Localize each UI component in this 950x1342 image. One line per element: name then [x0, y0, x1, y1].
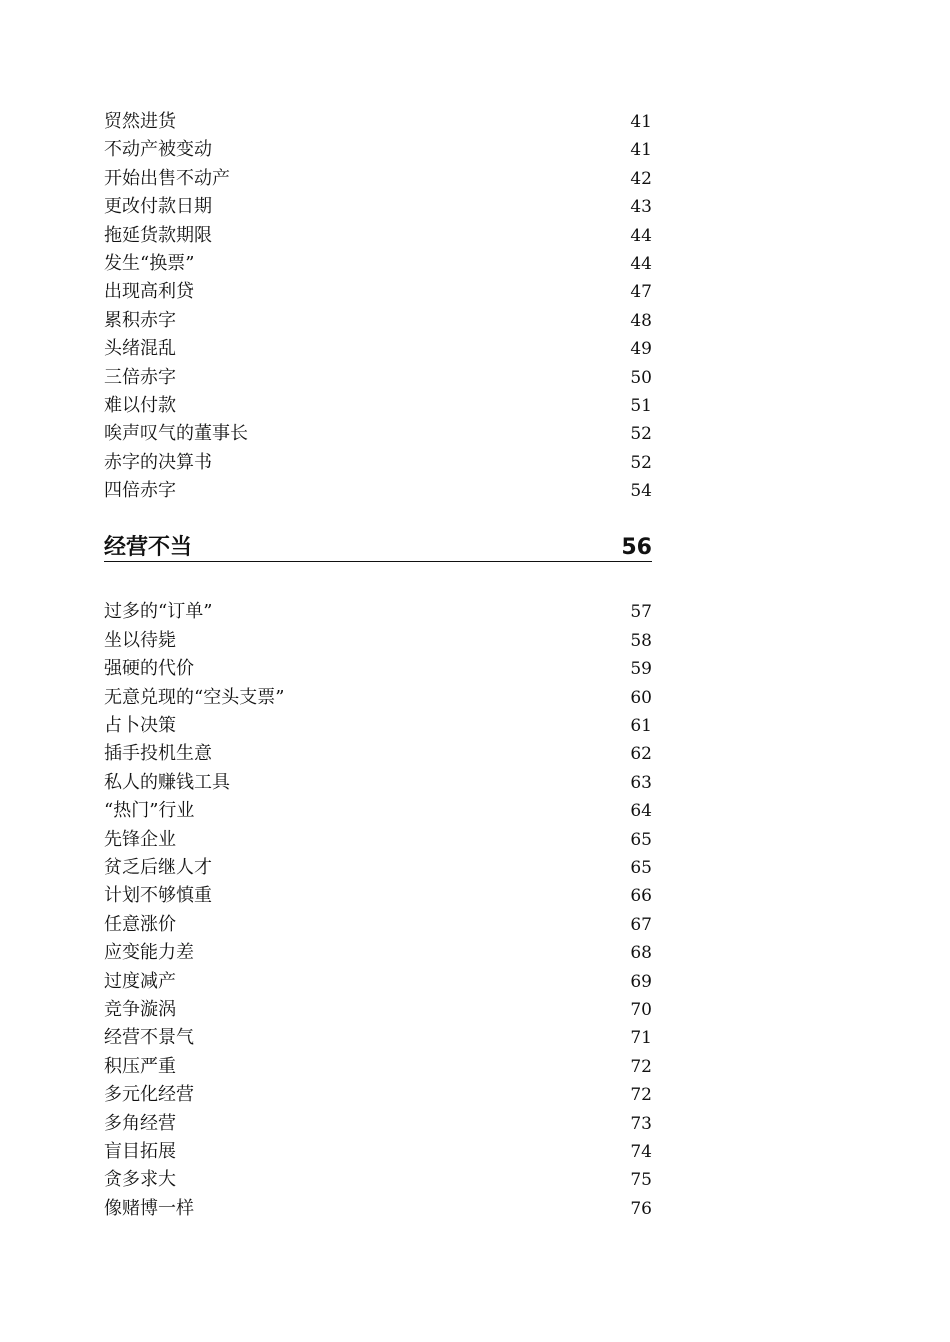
toc-entry[interactable]	[104, 968, 652, 996]
toc-entry-title: 出现高利贷	[104, 281, 194, 303]
toc-entry-title: 竞争漩涡	[104, 998, 176, 1020]
toc-entry-page: 51	[630, 395, 652, 416]
toc-entry-page: 52	[630, 424, 652, 445]
toc-entry-page: 43	[630, 197, 652, 218]
toc-entry-page: 66	[630, 886, 652, 907]
toc-entry[interactable]	[104, 477, 652, 505]
toc-entry-title: 贪多求大	[104, 1169, 176, 1191]
toc-entry-title: “热门”行业	[104, 800, 195, 822]
toc-entry-page: 42	[630, 168, 652, 189]
toc-entry-page: 44	[630, 225, 652, 246]
toc-entry-page: 44	[630, 253, 652, 274]
toc-entry[interactable]	[104, 335, 652, 363]
toc-entry[interactable]	[104, 392, 652, 420]
toc-entry[interactable]	[104, 193, 652, 221]
toc-entry[interactable]	[104, 364, 652, 392]
toc-entry[interactable]	[104, 108, 652, 136]
toc-entry-page: 48	[630, 310, 652, 331]
toc-entry-title: 无意兑现的“空头支票”	[104, 686, 285, 708]
toc-entry-page: 65	[630, 857, 652, 878]
section-title: 经营不当	[104, 535, 193, 561]
toc-entry[interactable]	[104, 684, 652, 712]
toc-entry[interactable]	[104, 1138, 652, 1166]
toc-entry-page: 69	[630, 971, 652, 992]
toc-entry-page: 61	[630, 716, 652, 737]
toc-entry-page: 73	[630, 1113, 652, 1134]
section-heading[interactable]	[104, 529, 652, 562]
toc-entry[interactable]	[104, 1024, 652, 1052]
toc-entry-title: 强硬的代价	[104, 658, 194, 680]
toc-entry[interactable]	[104, 1166, 652, 1194]
toc-entry[interactable]	[104, 598, 652, 626]
toc-entry-page: 57	[630, 602, 652, 623]
toc-entry-title: 多角经营	[104, 1112, 176, 1134]
toc-entry[interactable]	[104, 627, 652, 655]
toc-entry-page: 47	[630, 282, 652, 303]
toc-entry-page: 52	[630, 452, 652, 473]
toc-entry-title: 占卜决策	[104, 715, 176, 737]
toc-entry-title: 过多的“订单”	[104, 601, 213, 623]
toc-entry-title: 头绪混乱	[104, 338, 176, 360]
toc-entry[interactable]	[104, 939, 652, 967]
toc-entry[interactable]	[104, 1195, 652, 1223]
toc-entry[interactable]	[104, 420, 652, 448]
toc-entry-title: 盲目拓展	[104, 1140, 176, 1162]
toc-entry-title: 拖延货款期限	[104, 224, 212, 246]
toc-entry-page: 72	[630, 1056, 652, 1077]
toc-entry-title: 更改付款日期	[104, 196, 212, 218]
toc-entry-title: 计划不够慎重	[104, 885, 212, 907]
toc-entry-page: 75	[630, 1170, 652, 1191]
toc-entry-title: 坐以待毙	[104, 629, 176, 651]
toc-entry-title: 多元化经营	[104, 1084, 194, 1106]
toc-entry-page: 68	[630, 943, 652, 964]
toc-entry-title: 发生“换票”	[104, 252, 195, 274]
toc-entry-page: 71	[630, 1028, 652, 1049]
toc-entry-page: 70	[630, 999, 652, 1020]
toc-entry[interactable]	[104, 449, 652, 477]
toc-entry-title: 赤字的决算书	[104, 451, 212, 473]
toc-entry[interactable]	[104, 307, 652, 335]
toc-entry[interactable]	[104, 996, 652, 1024]
toc-entry-title: 开始出售不动产	[104, 167, 230, 189]
toc-entry-page: 64	[630, 801, 652, 822]
toc-entry-title: 贫乏后继人才	[104, 856, 212, 878]
toc-entry-page: 74	[630, 1141, 652, 1162]
toc-entry-page: 65	[630, 829, 652, 850]
toc-entry-page: 72	[630, 1085, 652, 1106]
toc-group-1	[104, 108, 652, 505]
toc-entry-page: 76	[630, 1198, 652, 1219]
toc-entry-title: 经营不景气	[104, 1027, 194, 1049]
table-of-contents	[104, 108, 652, 1223]
toc-entry-title: 像赌博一样	[104, 1197, 194, 1219]
toc-entry-title: 四倍赤字	[104, 480, 176, 502]
toc-entry-title: 积压严重	[104, 1055, 176, 1077]
toc-entry[interactable]	[104, 769, 652, 797]
toc-entry-title: 不动产被变动	[104, 139, 212, 161]
toc-entry-title: 难以付款	[104, 394, 176, 416]
toc-group-2	[104, 598, 652, 1223]
toc-entry-title: 贸然进货	[104, 111, 176, 132]
toc-entry-page: 41	[630, 140, 652, 161]
toc-entry[interactable]	[104, 222, 652, 250]
toc-entry-title: 先锋企业	[104, 828, 176, 850]
toc-entry[interactable]	[104, 1110, 652, 1138]
toc-entry-title: 累积赤字	[104, 309, 176, 331]
toc-entry[interactable]	[104, 655, 652, 683]
toc-entry-page: 60	[630, 687, 652, 708]
toc-entry-title: 任意涨价	[104, 913, 176, 935]
toc-entry-page: 62	[630, 744, 652, 765]
toc-entry[interactable]	[104, 740, 652, 768]
toc-entry[interactable]	[104, 136, 652, 164]
toc-entry-page: 63	[630, 772, 652, 793]
toc-entry-page: 67	[630, 914, 652, 935]
toc-entry[interactable]	[104, 165, 652, 193]
toc-entry-title: 私人的赚钱工具	[104, 771, 230, 793]
toc-entry[interactable]	[104, 1053, 652, 1081]
toc-entry[interactable]	[104, 826, 652, 854]
toc-entry[interactable]	[104, 250, 652, 278]
toc-entry-page: 50	[630, 367, 652, 388]
toc-entry-page: 49	[630, 339, 652, 360]
toc-entry-title: 过度减产	[104, 970, 176, 992]
toc-entry[interactable]	[104, 911, 652, 939]
toc-entry-page: 54	[630, 481, 652, 502]
toc-entry-title: 三倍赤字	[104, 366, 176, 388]
toc-entry-page: 41	[630, 112, 652, 132]
toc-entry[interactable]	[104, 278, 652, 306]
toc-entry-title: 应变能力差	[104, 942, 194, 964]
toc-entry-page: 59	[630, 659, 652, 680]
toc-entry[interactable]	[104, 712, 652, 740]
toc-entry[interactable]	[104, 854, 652, 882]
toc-entry-page: 58	[630, 630, 652, 651]
section-page-number: 56	[621, 535, 652, 561]
toc-entry[interactable]	[104, 797, 652, 825]
toc-entry[interactable]	[104, 882, 652, 910]
toc-entry-title: 插手投机生意	[104, 743, 212, 765]
toc-entry-title: 唉声叹气的董事长	[104, 423, 248, 445]
toc-entry[interactable]	[104, 1081, 652, 1109]
